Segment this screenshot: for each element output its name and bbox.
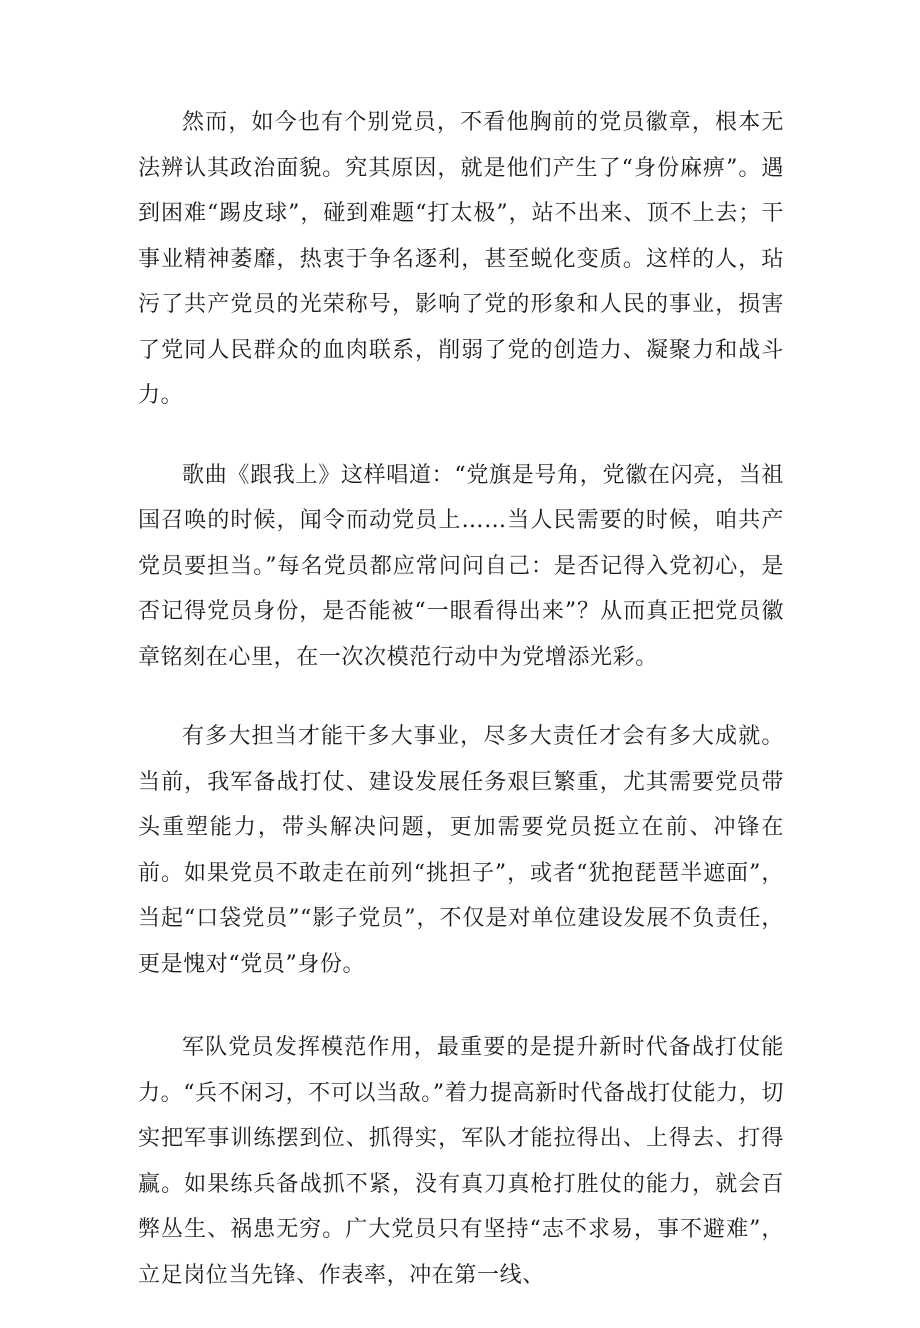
paragraph-4: 军队党员发挥模范作用，最重要的是提升新时代备战打仗能力。“兵不闲习，不可以当敌。”着力提高新时代备战打仗能力，切实把军事训练摆到位、抓得实，军队才能拉得出、上得去、打得赢。如果练兵备战抓不紧，没有真刀真枪打胜仗的能力，就会百弊丛生、祸患无穷。广大党员只有坚持“志不求易，事不避难”，立足岗位当先锋、作表率，冲在第一线、	[138, 1035, 784, 1288]
paragraph-1: 然而，如今也有个别党员，不看他胸前的党员徽章，根本无法辨认其政治面貌。究其原因，就是他们产生了“身份麻痹”。遇到困难“踢皮球”，碰到难题“打太极”，站不出来、顶不上去；干事业精神萎靡，热衷于争名逐利，甚至蜕化变质。这样的人，玷污了共产党员的光荣称号，影响了党的形象和人民的事业，损害了党同人民群众的血肉联系，削弱了党的创造力、凝聚力和战斗力。	[138, 110, 784, 408]
paragraph-3: 有多大担当才能干多大事业，尽多大责任才会有多大成就。当前，我军备战打仗、建设发展任务艰巨繁重，尤其需要党员带头重塑能力，带头解决问题，更加需要党员挺立在前、冲锋在前。如果党员不敢走在前列“挑担子”，或者“犹抱琵琶半遮面”，当起“口袋党员”“影子党员”，不仅是对单位建设发展不负责任，更是愧对“党员”身份。	[138, 724, 784, 977]
paragraph-2: 歌曲《跟我上》这样唱道：“党旗是号角，党徽在闪亮，当祖国召唤的时候，闻令而动党员上……当人民需要的时候，咱共产党员要担当。”每名党员都应常问问自己：是否记得入党初心，是否记得党员身份，是否能被“一眼看得出来”？从而真正把党员徽章铭刻在心里，在一次次模范行动中为党增添光彩。	[138, 462, 784, 670]
article-body	[138, 100, 784, 1328]
